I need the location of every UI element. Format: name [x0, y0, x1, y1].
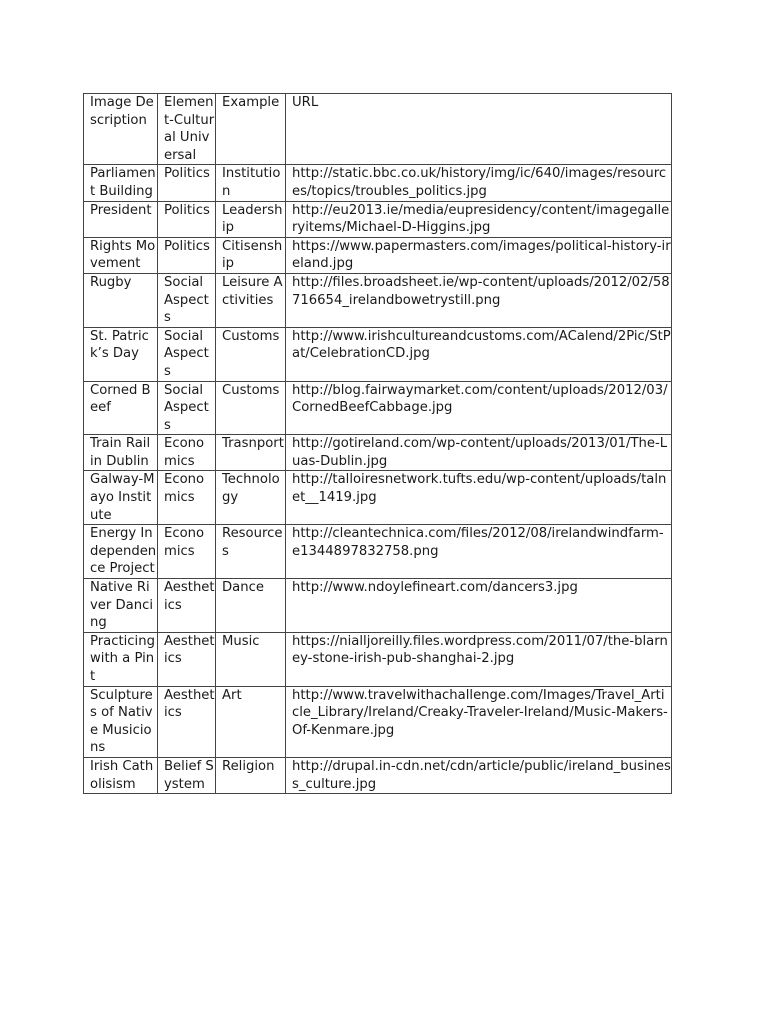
cell-example: Customs — [216, 327, 286, 381]
cell-element: Aesthetics — [158, 632, 216, 686]
cell-description: Native River Dancing — [84, 579, 158, 633]
table-row — [84, 327, 672, 381]
cell-url: http://www.ndoylefineart.com/dancers3.jpg — [286, 579, 672, 633]
cell-element: Politics — [158, 201, 216, 237]
table-row — [84, 381, 672, 435]
cell-url: http://talloiresnetwork.tufts.edu/wp-content/uploads/talnet__1419.jpg — [286, 471, 672, 525]
cell-description: President — [84, 201, 158, 237]
cell-element: Politics — [158, 237, 216, 273]
cell-description: Parliament Building — [84, 165, 158, 201]
table-row — [84, 201, 672, 237]
cell-element: Economics — [158, 525, 216, 579]
cell-url: https://nialljoreilly.files.wordpress.com/2011/07/the-blarney-stone-irish-pub-shanghai-2.jpg — [286, 632, 672, 686]
header-element-cultural-universal: Element-Cultural Universal — [158, 94, 216, 165]
table-row — [84, 471, 672, 525]
cell-description: Irish Catholisism — [84, 757, 158, 793]
cell-example: Religion — [216, 757, 286, 793]
image-reference-table — [83, 93, 672, 794]
table-row — [84, 525, 672, 579]
cell-element: Social Aspects — [158, 273, 216, 327]
cell-description: Galway-Mayo Institute — [84, 471, 158, 525]
cell-example: Music — [216, 632, 286, 686]
cell-example: Customs — [216, 381, 286, 435]
cell-url: https://www.papermasters.com/images/political-history-ireland.jpg — [286, 237, 672, 273]
cell-url: http://www.travelwithachallenge.com/Images/Travel_Article_Library/Ireland/Creaky-Traveler-Ireland/Music-Makers-Of-Kenmare.jpg — [286, 686, 672, 757]
header-url: URL — [286, 94, 672, 165]
cell-url: http://blog.fairwaymarket.com/content/uploads/2012/03/CornedBeefCabbage.jpg — [286, 381, 672, 435]
cell-description: Rights Movement — [84, 237, 158, 273]
cell-element: Politics — [158, 165, 216, 201]
cell-description: Practicing with a Pint — [84, 632, 158, 686]
cell-example: Trasnport — [216, 435, 286, 471]
table-row — [84, 632, 672, 686]
cell-url: http://www.irishcultureandcustoms.com/ACalend/2Pic/StPat/CelebrationCD.jpg — [286, 327, 672, 381]
cell-element: Social Aspects — [158, 327, 216, 381]
header-example: Example — [216, 94, 286, 165]
cell-element: Economics — [158, 471, 216, 525]
cell-example: Art — [216, 686, 286, 757]
cell-description: Sculptures of Native Musicions — [84, 686, 158, 757]
cell-url: http://eu2013.ie/media/eupresidency/content/imagegalleryitems/Michael-D-Higgins.jpg — [286, 201, 672, 237]
cell-url: http://gotireland.com/wp-content/uploads/2013/01/The-Luas-Dublin.jpg — [286, 435, 672, 471]
table-row — [84, 273, 672, 327]
cell-example: Leadership — [216, 201, 286, 237]
cell-description: Energy Independence Project — [84, 525, 158, 579]
table-row — [84, 165, 672, 201]
cell-element: Aesthetics — [158, 579, 216, 633]
table-row — [84, 237, 672, 273]
cell-url: http://cleantechnica.com/files/2012/08/irelandwindfarm-e1344897832758.png — [286, 525, 672, 579]
cell-example: Leisure Activities — [216, 273, 286, 327]
cell-description: Train Rail in Dublin — [84, 435, 158, 471]
table-row — [84, 435, 672, 471]
cell-url: http://drupal.in-cdn.net/cdn/article/public/ireland_business_culture.jpg — [286, 757, 672, 793]
cell-example: Dance — [216, 579, 286, 633]
cell-element: Social Aspects — [158, 381, 216, 435]
cell-element: Belief System — [158, 757, 216, 793]
cell-url: http://files.broadsheet.ie/wp-content/uploads/2012/02/58716654_irelandbowetrystill.png — [286, 273, 672, 327]
cell-description: St. Patrick’s Day — [84, 327, 158, 381]
table-row — [84, 579, 672, 633]
table-row — [84, 757, 672, 793]
cell-example: Technology — [216, 471, 286, 525]
cell-element: Aesthetics — [158, 686, 216, 757]
header-image-description: Image Description — [84, 94, 158, 165]
cell-url: http://static.bbc.co.uk/history/img/ic/640/images/resources/topics/troubles_politics.jpg — [286, 165, 672, 201]
table-header-row — [84, 94, 672, 165]
cell-example: Resources — [216, 525, 286, 579]
cell-element: Economics — [158, 435, 216, 471]
cell-example: Institution — [216, 165, 286, 201]
cell-description: Corned Beef — [84, 381, 158, 435]
table-row — [84, 686, 672, 757]
cell-example: Citisenship — [216, 237, 286, 273]
cell-description: Rugby — [84, 273, 158, 327]
